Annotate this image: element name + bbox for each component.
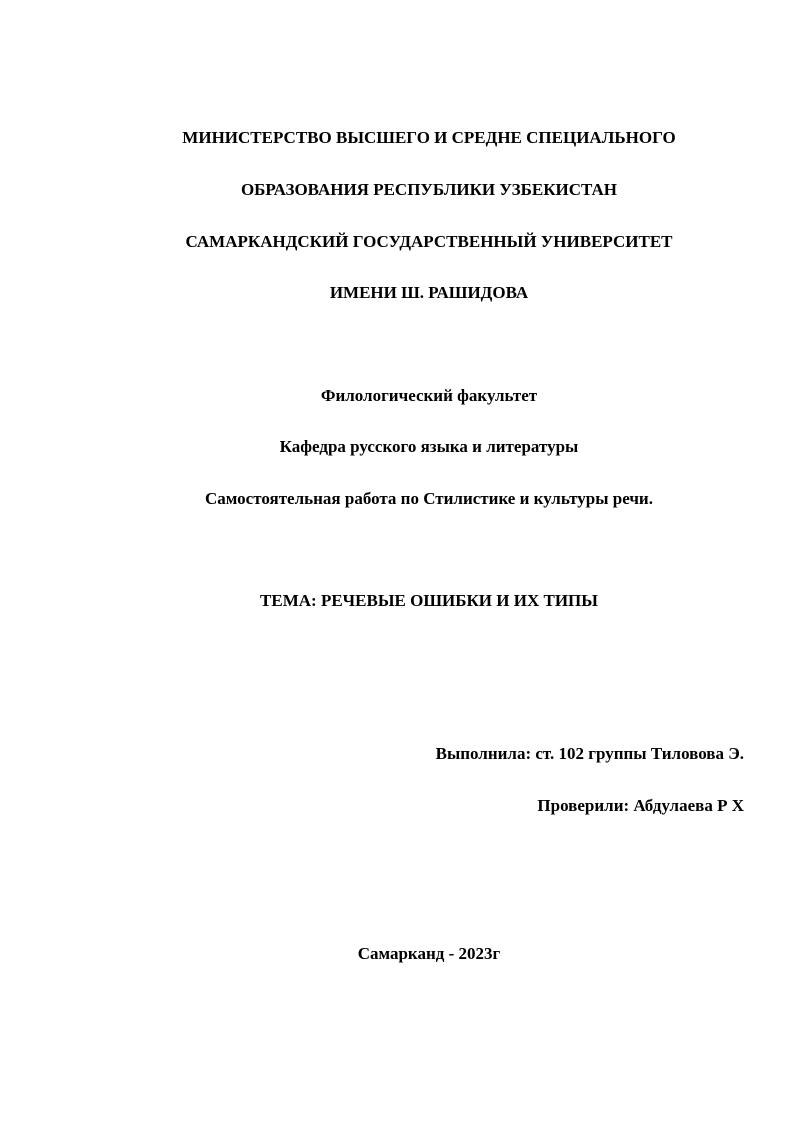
topic-title: ТЕМА: РЕЧЕВЫЕ ОШИБКИ И ИХ ТИПЫ	[260, 591, 598, 610]
work-title: Самостоятельная работа по Стилистике и культуры речи.	[205, 489, 653, 508]
ministry-line-1: МИНИСТЕРСТВО ВЫСШЕГО И СРЕДНЕ СПЕЦИАЛЬНОГО	[182, 128, 676, 147]
ministry-line-2: ОБРАЗОВАНИЯ РЕСПУБЛИКИ УЗБЕКИСТАН	[240, 180, 618, 199]
performed-by: Выполнила: ст. 102 группы Тиловова Э.	[435, 744, 744, 763]
university-line-2: ИМЕНИ Ш. РАШИДОВА	[329, 283, 529, 302]
checked-by: Проверили: Абдулаева Р Х	[537, 796, 744, 815]
department-name: Кафедра русского языка и литературы	[279, 437, 579, 456]
university-line-1: САМАРКАНДСКИЙ ГОСУДАРСТВЕННЫЙ УНИВЕРСИТЕТ	[185, 232, 673, 251]
faculty-name: Филологический факультет	[320, 386, 538, 405]
city-year: Самарканд - 2023г	[357, 944, 501, 963]
